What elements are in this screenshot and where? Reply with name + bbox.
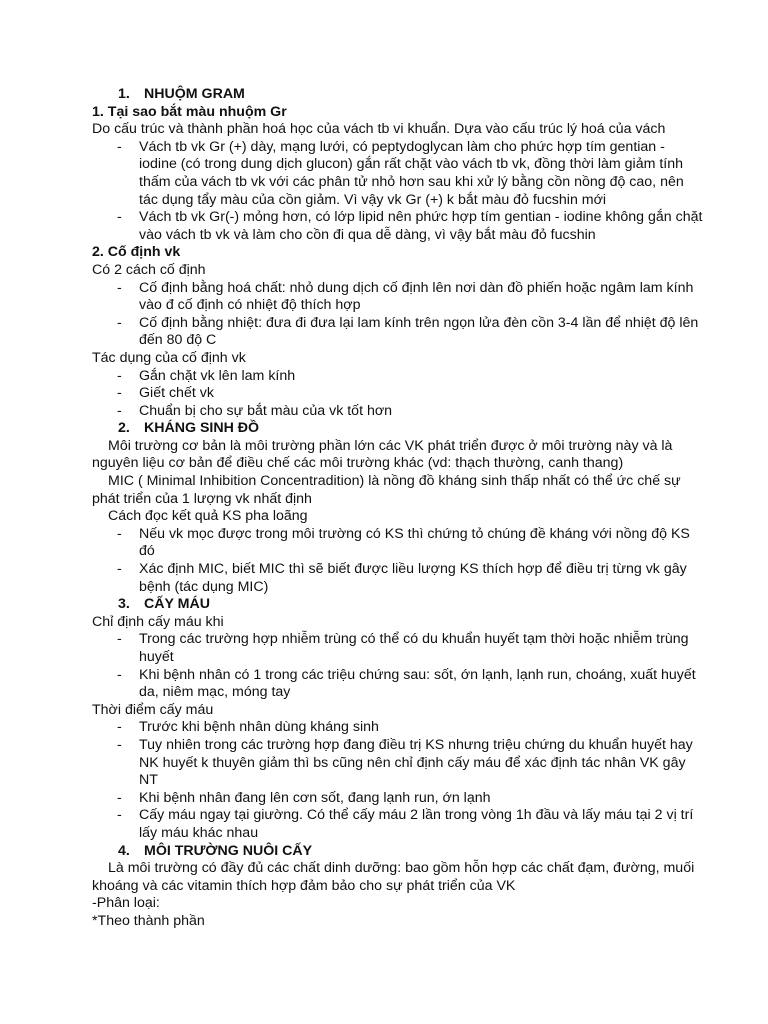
bullet-text: Trong các trường hợp nhiễm trùng có thể có du khuẩn huyết tạm thời hoặc nhiễm trùng huyết	[139, 631, 689, 665]
bullet-dash: -	[117, 367, 122, 384]
bullet-item	[92, 667, 708, 702]
bullet-item	[92, 526, 708, 561]
bullet-item	[92, 385, 708, 403]
bullet-text: Khi bệnh nhân có 1 trong các triệu chứng sau: sốt, ớn lạnh, lạnh run, choáng, xuất huyết da, niêm mạc, móng tay	[139, 666, 696, 701]
paragraph: *Theo thành phần	[92, 912, 205, 929]
heading-title: CẤY MÁU	[144, 596, 210, 613]
bullet-text: Xác định MIC, biết MIC thì sẽ biết được liều lượng KS thích hợp để điều trị từng vk gây bệnh (tác dụng MIC)	[139, 561, 687, 595]
bullet-text: Giết chết vk	[139, 385, 214, 402]
paragraph: Thời điểm cấy máu	[92, 701, 214, 718]
bullet-dash: -	[117, 736, 122, 753]
bullet-item	[92, 315, 708, 350]
bullet-item	[92, 368, 708, 386]
heading-title: KHÁNG SINH ĐỒ	[144, 420, 260, 437]
bullet-item	[92, 139, 708, 209]
paragraph: Là môi trường có đầy đủ các chất dinh dưỡng: bao gồm hỗn hợp các chất đạm, đường, muối khoáng và các vitamin thích hợp đảm bảo cho sự phát triển của VK	[92, 860, 695, 894]
heading-number: 1.	[118, 86, 130, 102]
paragraph: MIC ( Minimal Inhibition Concentradition) là nồng đồ kháng sinh thấp nhất có thể ức chế sự phát triển của 1 lượng vk nhất định	[92, 473, 681, 507]
bullet-text: Gắn chặt vk lên lam kính	[139, 367, 296, 384]
bullet-item	[92, 807, 708, 842]
paragraph: Do cấu trúc và thành phần hoá học của vách tb vi khuẩn. Dựa vào cấu trúc lý hoá của vách	[92, 121, 666, 138]
section-title: 1. Tại sao bắt màu nhuộm Gr	[92, 103, 287, 120]
bullet-dash: -	[117, 719, 122, 736]
bullet-text: Cấy máu ngay tại giường. Có thể cấy máu 2 lần trong vòng 1h đầu và lấy máu tại 2 vị trí lấy máu khác nhau	[139, 807, 694, 841]
bullet-item	[92, 403, 708, 421]
section-title: 2. Cố định vk	[92, 244, 181, 261]
heading-number: 3.	[118, 596, 130, 613]
bullet-dash: -	[117, 789, 122, 806]
heading-number: 4.	[118, 842, 130, 859]
bullet-text: Vách tb vk Gr (+) dày, mạng lưới, có peptydoglycan làm cho phức hợp tím gentian - iodine (có trong dung dịch glucon) gắn rất chặt vào vách tb vk, đồng thời làm giảm tính thấm của vách tb vk với các phân tử nhỏ hơn sau khi xử lý bằng cồn nồng độ cao, nên tác dụng tẩy màu của cồn giảm. Vì vậy vk Gr (+) k bắt màu đỏ fucshin mới	[139, 138, 684, 208]
bullet-text: Chuẩn bị cho sự bắt màu của vk tốt hơn	[139, 402, 393, 419]
bullet-dash: -	[117, 561, 122, 578]
heading-1	[92, 86, 708, 104]
bullet-text: Vách tb vk Gr(-) mỏng hơn, có lớp lipid nên phức hợp tím gentian - iodine không gắn chặt vào vách tb vk và làm cho cồn đi qua dễ dàng, vì vậy bắt màu đỏ fucshin	[139, 209, 703, 243]
bullet-text: Nếu vk mọc được trong môi trường có KS thì chứng tỏ chúng đề kháng với nồng độ KS đó	[139, 525, 690, 560]
bullet-item	[92, 719, 708, 737]
bullet-item	[92, 561, 708, 596]
paragraph: Có 2 cách cố định	[92, 261, 206, 278]
paragraph: Tác dụng của cố định vk	[92, 349, 246, 366]
bullet-item	[92, 209, 708, 244]
heading-number: 2.	[118, 420, 130, 437]
bullet-text: Cố định bằng hoá chất: nhỏ dung dịch cố định lên nơi dàn đồ phiến hoặc ngâm lam kính vào đ cố định có nhiệt độ thích hợp	[139, 279, 694, 314]
bullet-text: Cố định bằng nhiệt: đưa đi đưa lại lam kính trên ngọn lửa đèn cồn 3-4 lần để nhiệt độ lên đến 80 độ C	[139, 314, 699, 349]
heading-4	[92, 843, 708, 861]
paragraph: Môi trường cơ bản là môi trường phần lớn các VK phát triển được ở môi trường này và là nguyên liệu cơ bản để điều chế các môi trường khác (vd: thạch thường, canh thang)	[92, 437, 673, 472]
bullet-dash: -	[117, 666, 122, 683]
bullet-text: Tuy nhiên trong các trường hợp đang điều trị KS nhưng triệu chứng du khuẩn huyết hay NK huyết k thuyên giảm thì bs cũng nên chỉ định cấy máu để xác định tác nhân VK gây NT	[139, 736, 693, 789]
bullet-text: Trước khi bệnh nhân dùng kháng sinh	[139, 719, 379, 736]
paragraph: Chỉ định cấy máu khi	[92, 613, 224, 630]
bullet-dash: -	[117, 138, 122, 155]
bullet-item	[92, 631, 708, 666]
bullet-dash: -	[117, 385, 122, 402]
bullet-text: Khi bệnh nhân đang lên cơn sốt, đang lạnh run, ớn lạnh	[139, 789, 491, 806]
bullet-item	[92, 790, 708, 808]
bullet-dash: -	[117, 314, 122, 331]
heading-2	[92, 420, 708, 438]
paragraph: -Phân loại:	[92, 895, 160, 912]
heading-title: MÔI TRƯỜNG NUÔI CẤY	[144, 842, 313, 859]
heading-3	[92, 596, 708, 614]
bullet-dash: -	[117, 525, 122, 542]
heading-title: NHUỘM GRAM	[144, 86, 245, 102]
bullet-dash: -	[117, 631, 122, 648]
paragraph: Cách đọc kết quả KS pha loãng	[108, 508, 308, 525]
bullet-item	[92, 737, 708, 790]
bullet-item	[92, 280, 708, 315]
bullet-dash: -	[117, 279, 122, 296]
bullet-dash: -	[117, 402, 122, 419]
bullet-dash: -	[117, 209, 122, 226]
bullet-dash: -	[117, 807, 122, 824]
